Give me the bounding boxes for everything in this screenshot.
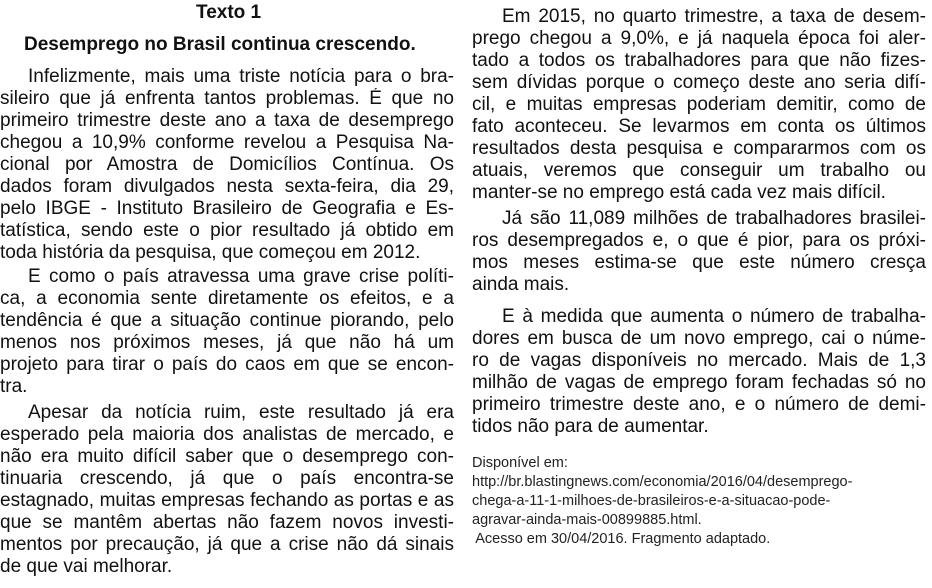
paragraph-line: pelo IBGE - Instituto Brasileiro de Geografia e Es- <box>0 198 454 219</box>
source-label: Disponível em: <box>472 455 568 471</box>
source-url[interactable]: http://br.blastingnews.com/economia/2016/04/desemprego- <box>472 474 853 490</box>
paragraph-line: tra. <box>0 376 28 397</box>
text-label: Texto 1 <box>196 2 262 23</box>
paragraph-line: ros desempregados e, o que é pior, para os próxi- <box>472 230 926 251</box>
paragraph-line: cional por Amostra de Domicílios Contínua. Os <box>0 154 454 175</box>
paragraph-line: Já são 11,089 milhões de trabalhadores brasilei- <box>502 208 926 229</box>
access-date: Acesso em 30/04/2016. Fragmento adaptado. <box>472 531 771 547</box>
paragraph-line: Apesar da notícia ruim, este resultado já era <box>28 402 454 423</box>
paragraph-line: dores em busca de um novo emprego, cai o núme- <box>472 328 926 349</box>
paragraph-line: fato aconteceu. Se levarmos em conta os últimos <box>472 116 926 137</box>
paragraph-line: Em 2015, no quarto trimestre, a taxa de desem- <box>502 6 926 27</box>
paragraph-line: menos nos próximos meses, já que não há um <box>0 332 454 353</box>
paragraph-line: atuais, veremos que conseguir um trabalho ou <box>472 160 926 181</box>
paragraph-line: primeiro trimestre deste ano a taxa de desemprego <box>0 110 454 131</box>
paragraph-line: que se mantêm abertas não fazem novos investi- <box>0 512 454 533</box>
paragraph-line: ainda mais. <box>472 274 570 295</box>
paragraph-line: chegou a 10,9% conforme revelou a Pesquisa Na- <box>0 132 454 153</box>
paragraph-line: dados foram divulgados nesta sexta-feira, dia 29, <box>0 176 454 197</box>
paragraph-line: milhão de vagas de emprego foram fechadas só no <box>472 372 926 393</box>
paragraph-line: E à medida que aumenta o número de trabalha- <box>502 306 926 327</box>
paragraph-line: mentos por precaução, já que a crise não dá sinais <box>0 534 454 555</box>
paragraph-line: Infelizmente, mais uma triste notícia para o bra- <box>28 66 454 87</box>
paragraph-line: estagnado, muitas empresas fechando as portas e as <box>0 490 454 511</box>
paragraph-line: mos meses estima-se que este número cresça <box>472 252 926 273</box>
paragraph-line: manter-se no emprego está cada vez mais difícil. <box>472 182 886 203</box>
paragraph-line: esperado pela maioria dos analistas de mercado, e <box>0 424 454 445</box>
paragraph-line: projeto para tirar o país do caos em que se encon- <box>0 354 454 375</box>
paragraph-line: prego chegou a 9,0%, e já naquela época foi aler- <box>472 28 926 49</box>
paragraph-line: tidos não para de aumentar. <box>472 416 709 437</box>
source-url[interactable]: chega-a-11-1-milhoes-de-brasileiros-e-a-situacao-pode- <box>472 493 831 509</box>
paragraph-line: de que vai melhorar. <box>0 556 173 577</box>
paragraph-line: toda história da pesquisa, que começou em 2012. <box>0 242 421 263</box>
paragraph-line: E como o país atravessa uma grave crise políti- <box>28 266 454 287</box>
paragraph-line: tado a todos os trabalhadores para que não fizes- <box>472 50 926 71</box>
paragraph-line: tatística, sendo este o pior resultado já obtido em <box>0 220 454 241</box>
source-url[interactable]: agravar-ainda-mais-00899885.html. <box>472 512 702 528</box>
paragraph-line: cil, e muitas empresas poderiam demitir, como de <box>472 94 926 115</box>
article-headline: Desemprego no Brasil continua crescendo. <box>24 34 416 55</box>
paragraph-line: ro de vagas disponíveis no mercado. Mais de 1,3 <box>472 350 926 371</box>
paragraph-line: primeiro trimestre deste ano, e o número de demi- <box>472 394 926 415</box>
paragraph-line: resultados desta pesquisa e compararmos com os <box>472 138 926 159</box>
paragraph-line: sem dívidas porque o começo deste ano seria difí- <box>472 72 926 93</box>
paragraph-line: ca, a economia sente diretamente os efeitos, e a <box>0 288 454 309</box>
paragraph-line: tendência é que a situação continue piorando, pelo <box>0 310 454 331</box>
paragraph-line: tinuaria crescendo, já que o país encontra-se <box>0 468 454 489</box>
paragraph-line: sileiro que já enfrenta tantos problemas. É que no <box>0 88 454 109</box>
paragraph-line: não era muito difícil saber que o desemprego con- <box>0 446 454 467</box>
